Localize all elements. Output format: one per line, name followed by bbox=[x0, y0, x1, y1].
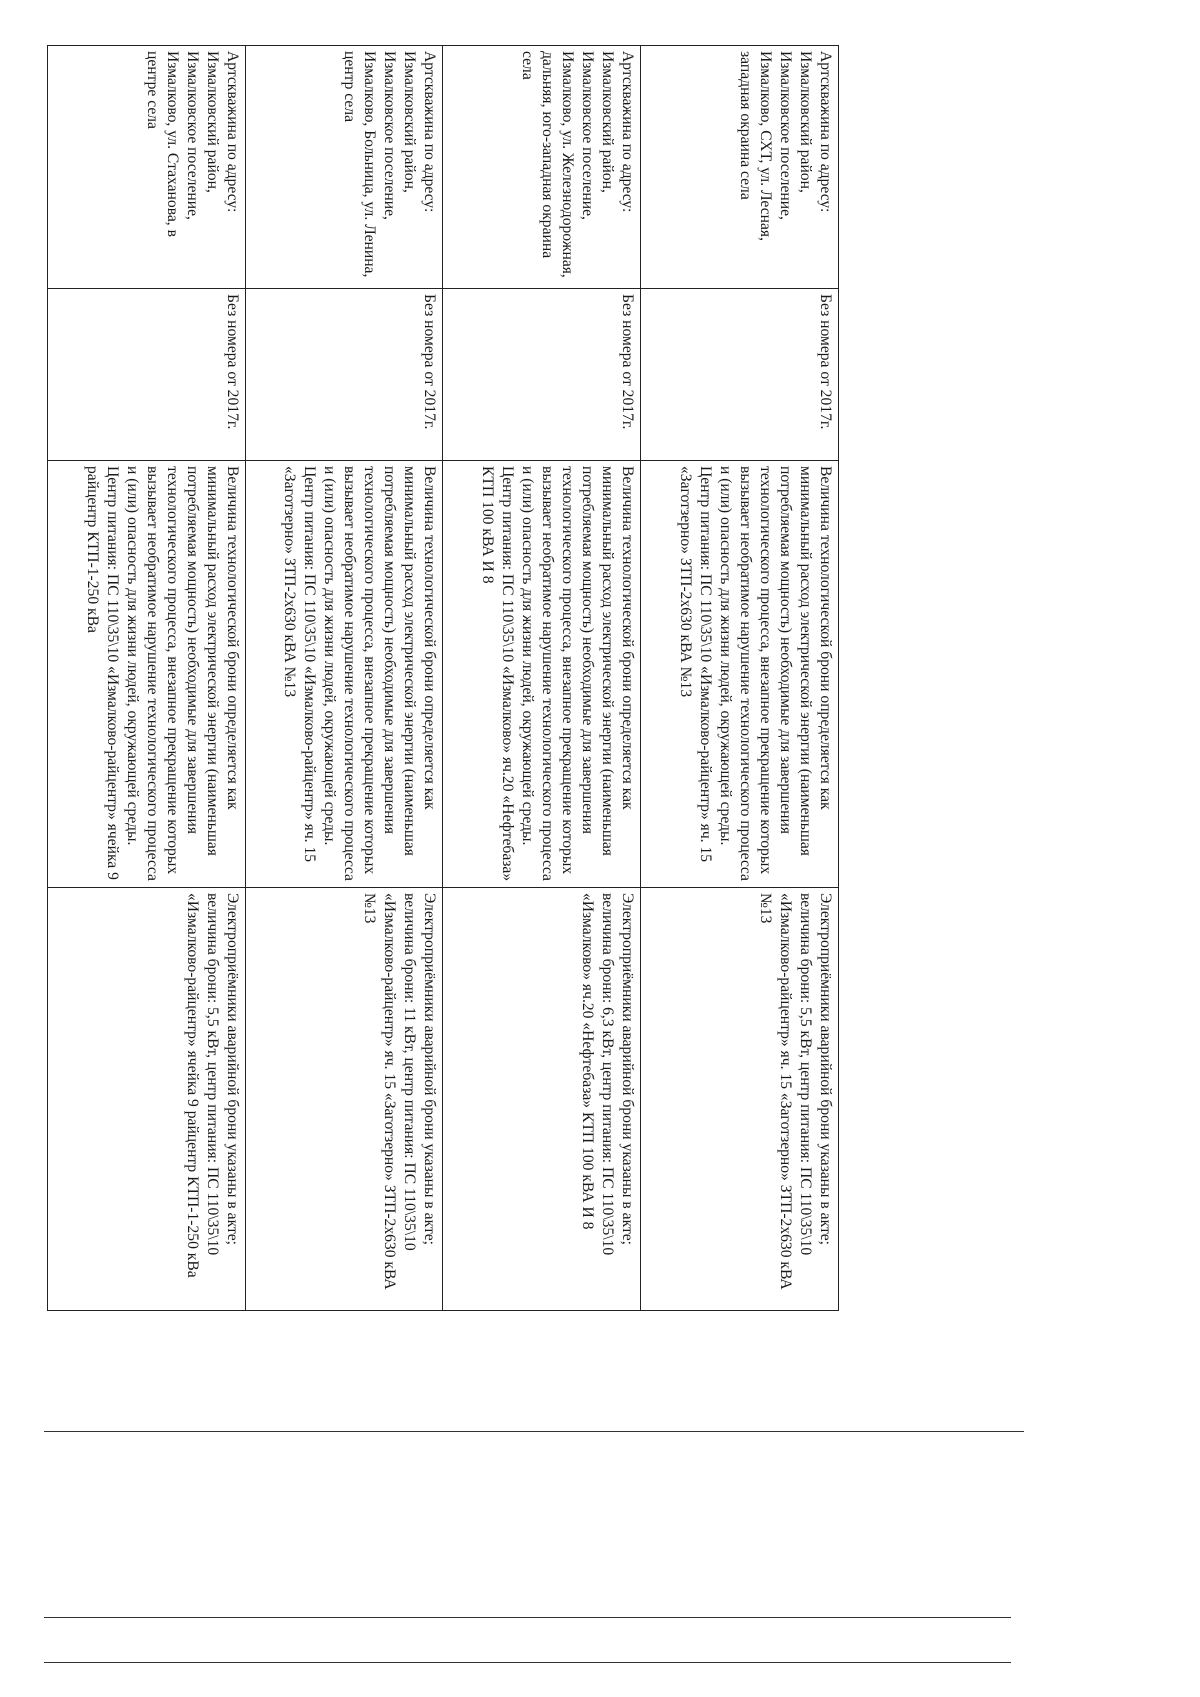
act-cell: Без номера от 2017г. bbox=[641, 289, 839, 461]
object-address-cell: Артскважина по адресу: Измалковский район, Измалковское поселение, Измалково, ул. Стаханова, в центре села bbox=[48, 46, 246, 289]
tech-reserve-cell: Величина технологической брони определяется как минимальный расход электрической энергии (наименьшая потребляемая мощность) необходимые для завершения технологического процесса, внезапное прекращение которых вызывает необратимое нарушение технологического процесса и (или) опасность для жизни людей, окружающей среды. Центр питания: ПС 110\35\10 «Измалково-райцентр» ячейка 9 райцентр КТП-1-250 кВа bbox=[48, 461, 246, 888]
table-row bbox=[641, 46, 839, 1311]
emergency-reserve-cell: Электроприёмники аварийной брони указаны в акте; величина брони: 5,5 кВт, центр питания: ПС 110\35\10 «Измалково-райцентр» яч. 15 «Заготзерно» ЗТП-2х630 кВА №13 bbox=[641, 888, 839, 1311]
tech-reserve-cell: Величина технологической брони определяется как минимальный расход электрической энергии (наименьшая потребляемая мощность) необходимые для завершения технологического процесса, внезапное прекращение которых вызывает необратимое нарушение технологического процесса и (или) опасность для жизни людей, окружающей среды. Центр питания: ПС 110\35\10 «Измалково-райцентр» яч. 15 «Заготзерно» ЗТП-2х630 кВА №13 bbox=[641, 461, 839, 888]
tech-reserve-cell: Величина технологической брони определяется как минимальный расход электрической энергии (наименьшая потребляемая мощность) необходимые для завершения технологического процесса, внезапное прекращение которых вызывает необратимое нарушение технологического процесса и (или) опасность для жизни людей, окружающей среды. Центр питания: ПС 110\35\10 «Измалково-райцентр» яч. 15 «Заготзерно» ЗТП-2х630 кВА №13 bbox=[245, 461, 443, 888]
act-cell: Без номера от 2017г. bbox=[443, 289, 641, 461]
horizontal-rule bbox=[44, 1662, 1011, 1663]
table-row bbox=[48, 46, 246, 1311]
act-cell: Без номера от 2017г. bbox=[245, 289, 443, 461]
table-row bbox=[443, 46, 641, 1311]
object-address-cell: Артскважина по адресу: Измалковский район, Измалковское поселение, Измалково, СХТ, ул. Лесная, западная окраина села bbox=[641, 46, 839, 289]
object-address-cell: Артскважина по адресу: Измалковский район, Измалковское поселение, Измалково, Больница, ул. Ленина, центр села bbox=[245, 46, 443, 289]
rotated-table-container bbox=[47, 45, 839, 1310]
tech-reserve-cell: Величина технологической брони определяется как минимальный расход электрической энергии (наименьшая потребляемая мощность) необходимые для завершения технологического процесса, внезапное прекращение которых вызывает необратимое нарушение технологического процесса и (или) опасность для жизни людей, окружающей среды. Центр питания: ПС 110\35\10 «Измалково» яч.20 «Нефтебаза» КТП 100 кВА И 8 bbox=[443, 461, 641, 888]
horizontal-rule bbox=[44, 1431, 1024, 1432]
object-address-cell: Артскважина по адресу: Измалковский район, Измалковское поселение, Измалково, ул. Железнодорожная, дальняя, юго-западная окраина села bbox=[443, 46, 641, 289]
emergency-reserve-cell: Электроприёмники аварийной брони указаны в акте; величина брони: 5,5 кВт, центр питания: ПС 110\35\10 «Измалково-райцентр» ячейка 9 райцентр КТП-1-250 кВа bbox=[48, 888, 246, 1311]
table-row bbox=[245, 46, 443, 1311]
act-cell: Без номера от 2017г. bbox=[48, 289, 246, 461]
emergency-reserve-cell: Электроприёмники аварийной брони указаны в акте; величина брони: 6,3 кВт, центр питания: ПС 110\35\10 «Измалково» яч.20 «Нефтебаза» КТП 100 кВА И 8 bbox=[443, 888, 641, 1311]
reserve-table bbox=[47, 45, 839, 1311]
emergency-reserve-cell: Электроприёмники аварийной брони указаны в акте; величина брони: 11 кВт, центр питания: ПС 110\35\10 «Измалково-райцентр» яч. 15 «Заготзерно» ЗТП-2х630 кВА №13 bbox=[245, 888, 443, 1311]
horizontal-rule bbox=[44, 1617, 1011, 1618]
